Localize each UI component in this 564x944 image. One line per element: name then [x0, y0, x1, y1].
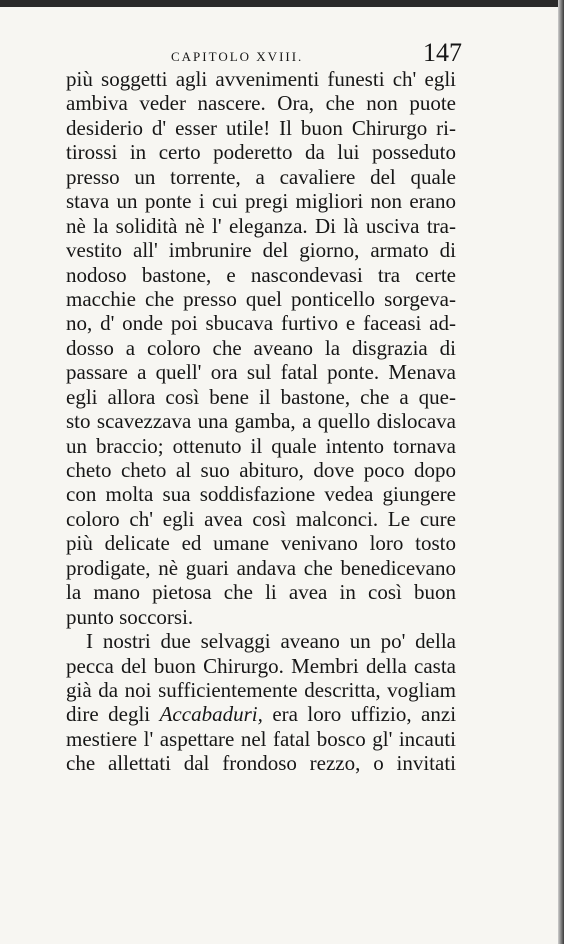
text-line: sto scavezzava una gamba, a quello dislocava [66, 409, 456, 434]
page-number: 147 [423, 38, 462, 67]
text-line: egli allora così bene il bastone, che a que- [66, 384, 456, 409]
text-line: vestito all' imbrunire del giorno, armato di [66, 238, 456, 263]
text-line: dosso a coloro che aveano la disgrazia di [66, 335, 456, 360]
text-line: più delicate ed umane venivano loro tosto [66, 531, 456, 556]
text-line: cheto cheto al suo abituro, dove poco dopo [66, 458, 456, 482]
text-segment: era loro uffizio, anzi [272, 702, 457, 727]
paragraph-start-line: I nostri due selvaggi aveano un po' della [86, 629, 456, 654]
italic-term: Accabaduri, [159, 702, 263, 727]
text-line: tirossi in certo poderetto da lui posseduto [66, 140, 456, 165]
text-line: presso un torrente, a cavaliere del quale [66, 164, 456, 189]
text-line: passare a quell' ora sul fatal ponte. Menava [66, 360, 456, 385]
text-line: pecca del buon Chirurgo. Membri della casta [66, 653, 456, 678]
page-top-edge [0, 0, 564, 7]
page-header [66, 30, 462, 70]
text-line: già da noi sufficientemente descritta, vogliam [66, 677, 456, 702]
text-line: la mano pietosa che li avea in così buon [66, 580, 456, 605]
text-line: che allettati dal frondoso rezzo, o invitati [66, 751, 456, 776]
running-head: CAPITOLO XVIII. [171, 49, 304, 64]
text-line: desiderio d' esser utile! Il buon Chirurgo ri- [66, 115, 456, 140]
text-line: no, d' onde poi sbucava furtivo e faceasi ad- [66, 311, 456, 336]
text-line: più soggetti agli avvenimenti funesti ch' egli [66, 67, 456, 91]
paragraph-end-line: punto soccorsi. [66, 604, 194, 629]
text-line-with-italic [66, 702, 456, 726]
text-line: nodoso bastone, e nascondevasi tra certe [66, 262, 456, 287]
text-line: prodigate, nè guari andava che benedicevano [66, 555, 456, 580]
body-text [66, 67, 456, 776]
text-line: un braccio; ottenuto il quale intento tornava [66, 433, 456, 458]
text-line: mestiere l' aspettare nel fatal bosco gl' incauti [66, 726, 456, 751]
text-line: ambiva veder nascere. Ora, che non puote [66, 91, 456, 116]
text-line: stava un ponte i cui pregi migliori non erano [66, 189, 456, 214]
text-line: nè la solidità nè l' eleganza. Di là usciva tra- [66, 213, 456, 238]
page-right-edge [558, 0, 564, 944]
text-line: macchie che presso quel ponticello sorgeva- [66, 286, 456, 311]
text-line: con molta sua soddisfazione vedea giungere [66, 482, 456, 507]
text-segment: dire degli [66, 702, 151, 727]
text-line: coloro ch' egli avea così malconci. Le cure [66, 506, 456, 531]
